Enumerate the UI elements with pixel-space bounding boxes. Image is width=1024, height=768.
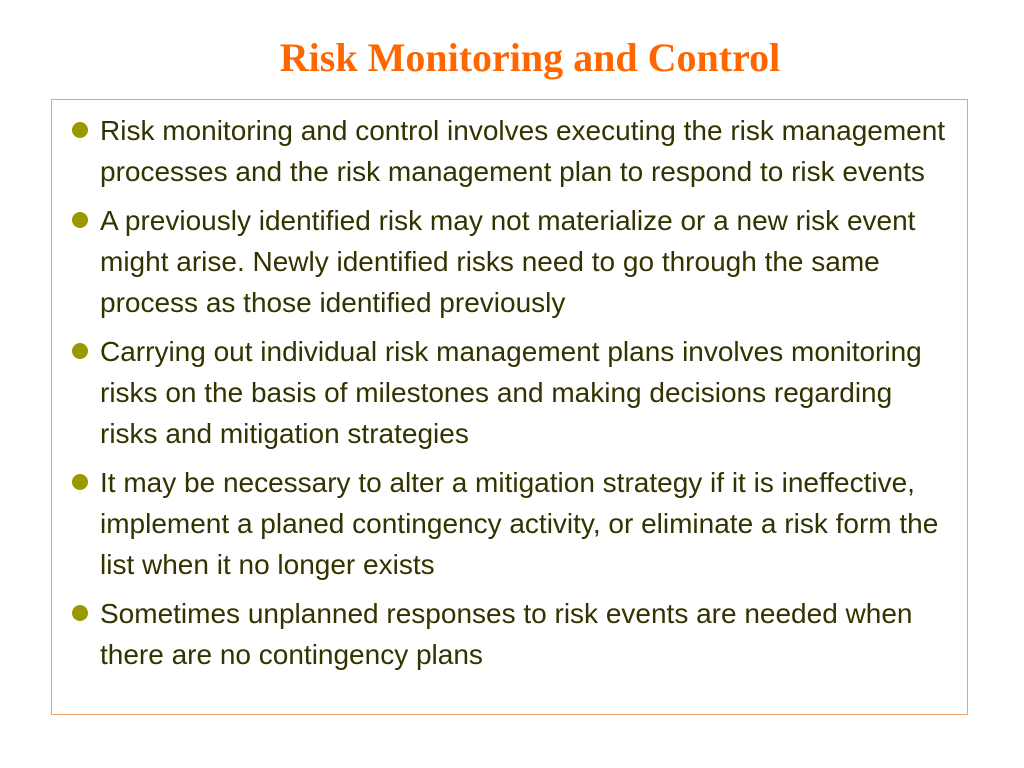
bullet-item bbox=[72, 110, 947, 192]
bullet-icon bbox=[72, 605, 88, 621]
bullet-item bbox=[72, 593, 947, 675]
bullet-icon bbox=[72, 474, 88, 490]
bullet-item bbox=[72, 462, 947, 585]
bullet-icon bbox=[72, 212, 88, 228]
bullet-list bbox=[72, 110, 947, 683]
bullet-text: Risk monitoring and control involves executing the risk management processes and the risk management plan to respond to risk events bbox=[100, 115, 946, 187]
bullet-icon bbox=[72, 122, 88, 138]
bullet-text: Carrying out individual risk management plans involves monitoring risks on the basis of milestones and making decisions regarding risks and mitigation strategies bbox=[100, 336, 922, 449]
bullet-icon bbox=[72, 343, 88, 359]
bullet-item bbox=[72, 200, 947, 323]
bullet-item bbox=[72, 331, 947, 454]
content-box bbox=[51, 99, 968, 715]
slide-title: Risk Monitoring and Control bbox=[279, 35, 781, 80]
bullet-text: It may be necessary to alter a mitigation strategy if it is ineffective, implement a planed contingency activity, or eliminate a risk form the list when it no longer exists bbox=[100, 467, 939, 580]
bullet-text: Sometimes unplanned responses to risk events are needed when there are no contingency plans bbox=[100, 598, 913, 670]
bullet-text: A previously identified risk may not materialize or a new risk event might arise. Newly identified risks need to go through the same process as those identified previously bbox=[100, 205, 916, 318]
